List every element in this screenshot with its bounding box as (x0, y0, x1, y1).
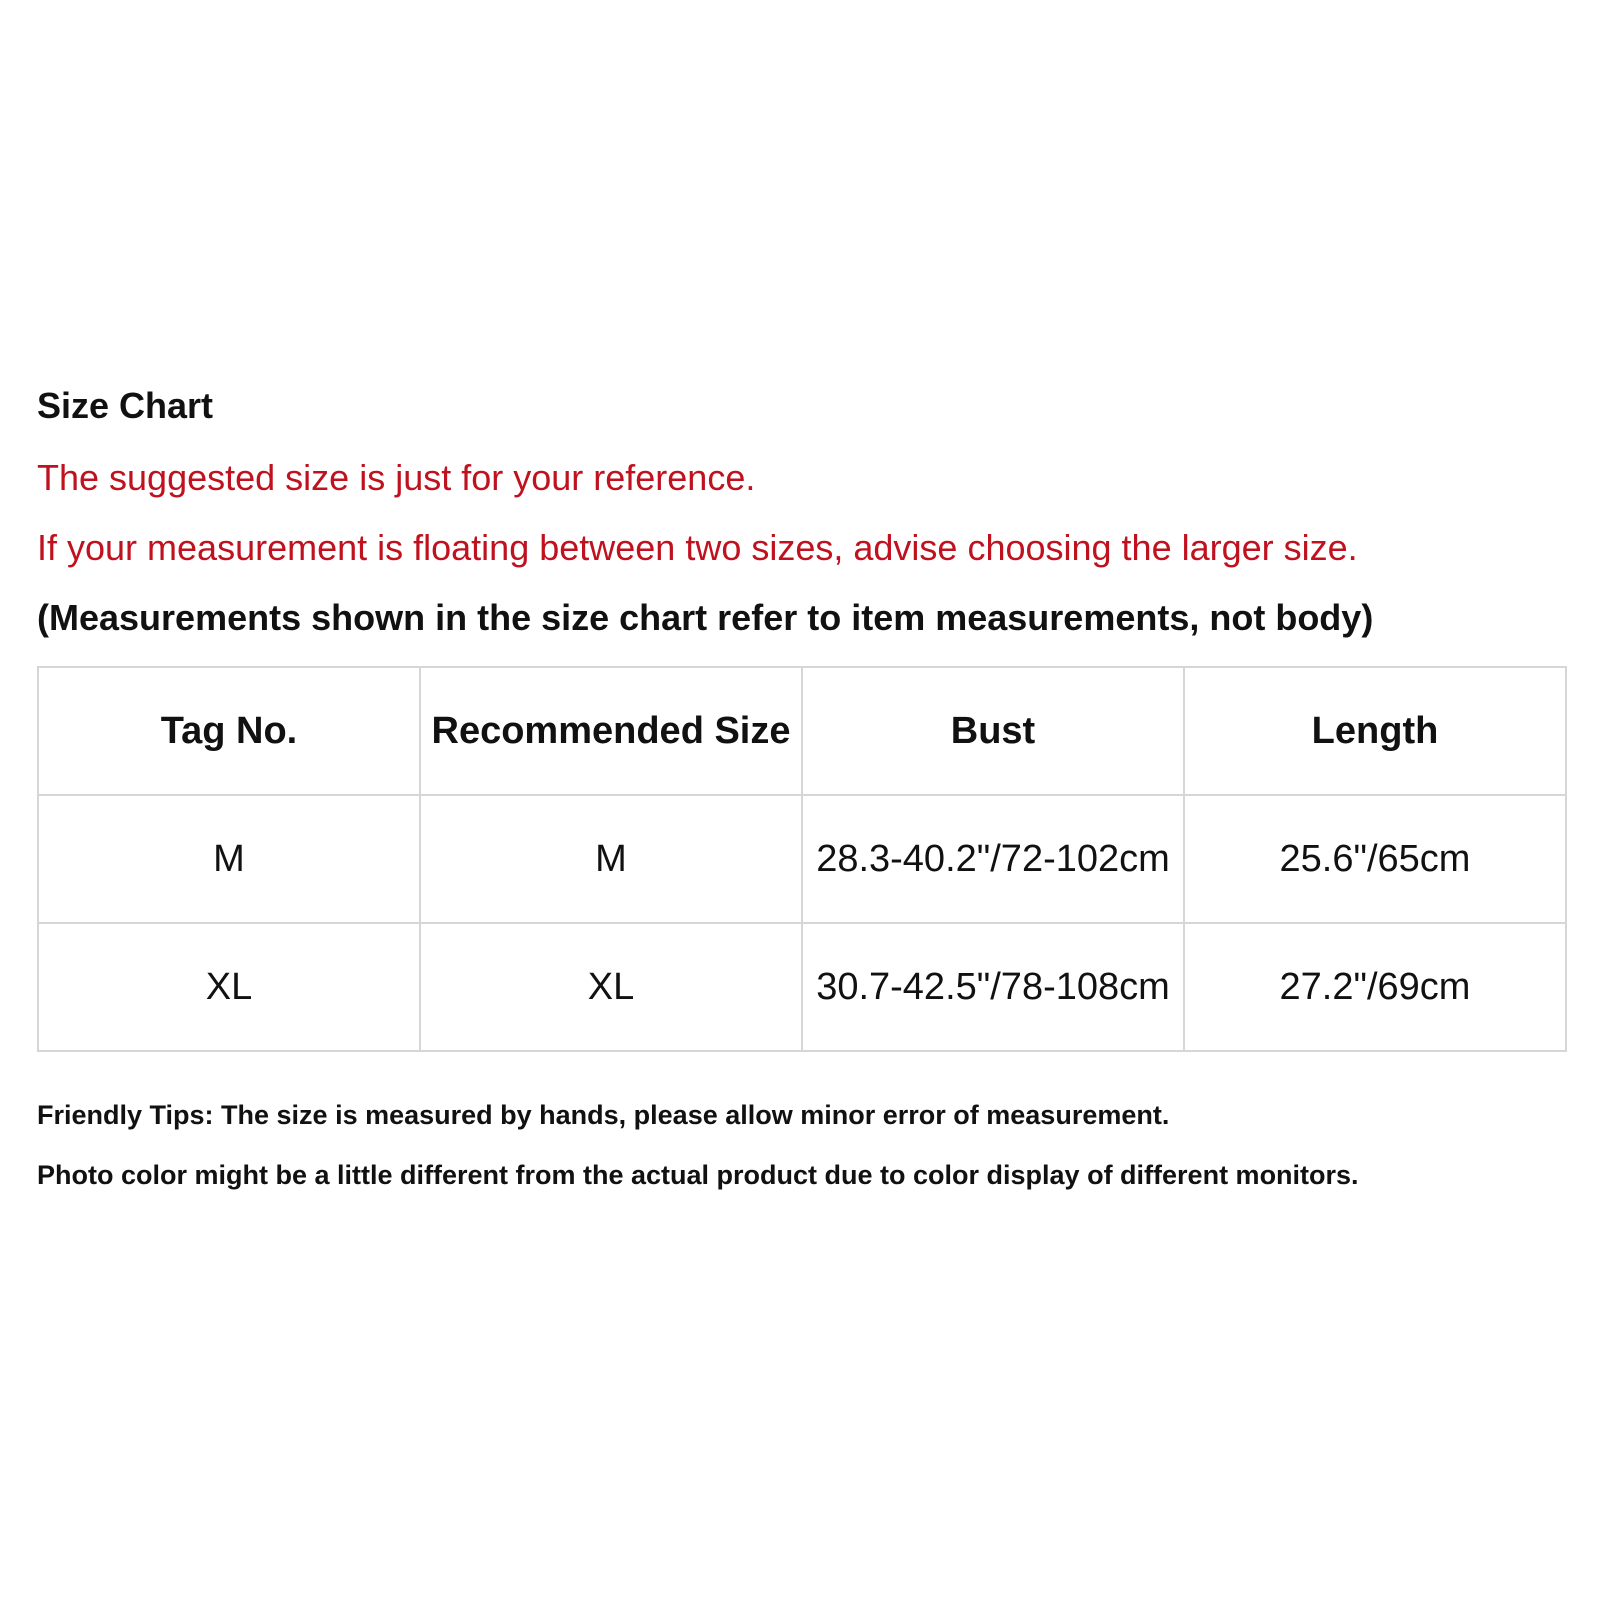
cell-bust: 30.7-42.5"/78-108cm (802, 923, 1184, 1051)
cell-bust: 28.3-40.2"/72-102cm (802, 795, 1184, 923)
header-recommended-size: Recommended Size (420, 667, 802, 795)
cell-length: 25.6"/65cm (1184, 795, 1566, 923)
table-header-row (38, 667, 1566, 795)
header-bust: Bust (802, 667, 1184, 795)
header-length: Length (1184, 667, 1566, 795)
cell-tag-no: M (38, 795, 420, 923)
notice-reference: The suggested size is just for your reference. (37, 457, 756, 498)
cell-length: 27.2"/69cm (1184, 923, 1566, 1051)
size-table (37, 666, 1567, 1052)
table-row (38, 923, 1566, 1051)
notice-larger-size: If your measurement is floating between two sizes, advise choosing the larger size. (37, 527, 1358, 568)
size-chart-section (37, 380, 1567, 1216)
tip-measurement-error: Friendly Tips: The size is measured by hands, please allow minor error of measurement. (37, 1100, 1170, 1130)
cell-recommended-size: M (420, 795, 802, 923)
page-title: Size Chart (37, 385, 214, 426)
cell-recommended-size: XL (420, 923, 802, 1051)
cell-tag-no: XL (38, 923, 420, 1051)
measurement-note: (Measurements shown in the size chart refer to item measurements, not body) (37, 597, 1374, 638)
tips-section (37, 1096, 1567, 1194)
tip-photo-color: Photo color might be a little different from the actual product due to color display of different monitors. (37, 1160, 1359, 1190)
table-row (38, 795, 1566, 923)
header-tag-no: Tag No. (38, 667, 420, 795)
